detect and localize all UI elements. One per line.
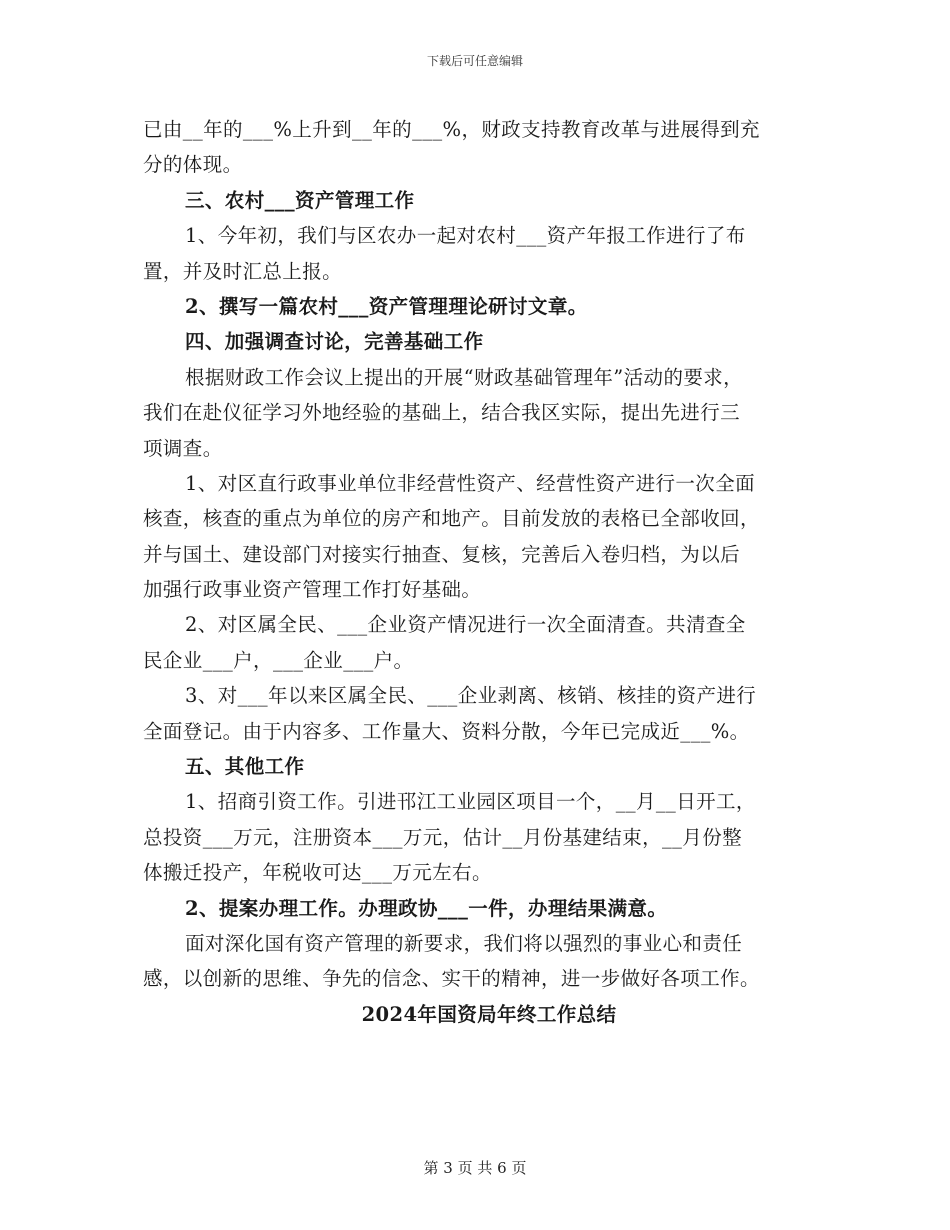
paragraph-line: 置，并及时汇总上报。 xyxy=(143,259,343,283)
section-heading: 2、提案办理工作。办理政协___一件，办理结果满意。 xyxy=(185,896,668,920)
paragraph-line: 总投资___万元，注册资本___万元，估计__月份基建结束，__月份整 xyxy=(143,825,743,849)
section-heading: 三、农村___资产管理工作 xyxy=(185,188,415,212)
paragraph-line: 2、对区属全民、___企业资产情况进行一次全面清查。共清查全 xyxy=(185,613,746,637)
page-footer: 第 3 页 共 6 页 xyxy=(423,1159,527,1177)
paragraph-line: 1、招商引资工作。引进邗江工业园区项目一个，__月__日开工， xyxy=(185,790,756,814)
paragraph-line: 我们在赴仪征学习外地经验的基础上，结合我区实际，提出先进行三 xyxy=(143,401,741,425)
paragraph-line: 体搬迁投产，年税收可达___万元左右。 xyxy=(143,861,492,885)
page-header: 下载后可任意编辑 xyxy=(426,54,523,68)
paragraph-line: 1、对区直行政事业单位非经营性资产、经营性资产进行一次全面 xyxy=(185,471,756,495)
paragraph-line: 面对深化国有资产管理的新要求，我们将以强烈的事业心和责任 xyxy=(185,931,743,955)
section-heading: 五、其他工作 xyxy=(185,755,305,779)
document-title: 2024年国资局年终工作总结 xyxy=(361,1002,617,1026)
paragraph-line: 感，以创新的思维、争先的信念、实干的精神，进一步做好各项工作。 xyxy=(143,967,760,991)
paragraph-line: 核查，核查的重点为单位的房产和地产。目前发放的表格已全部收回， xyxy=(143,507,760,531)
paragraph-line: 1、今年初，我们与区农办一起对农村___资产年报工作进行了布 xyxy=(185,224,746,248)
paragraph-line: 3、对___年以来区属全民、___企业剥离、核销、核挂的资产进行 xyxy=(185,684,757,708)
paragraph-line: 根据财政工作会议上提出的开展“财政基础管理年”活动的要求， xyxy=(185,365,744,389)
paragraph-line: 项调查。 xyxy=(143,436,223,460)
paragraph-line: 并与国土、建设部门对接实行抽查、复核，完善后入卷归档，为以后 xyxy=(143,542,741,566)
section-heading: 四、加强调查讨论，完善基础工作 xyxy=(185,330,484,354)
paragraph-line: 民企业___户，___企业___户。 xyxy=(143,648,414,672)
section-heading: 2、撰写一篇农村___资产管理理论研讨文章。 xyxy=(185,294,588,318)
paragraph-line: 已由__年的___%上升到__年的___%，财政支持教育改革与进展得到充 xyxy=(143,118,760,141)
paragraph-line: 加强行政事业资产管理工作打好基础。 xyxy=(143,578,482,602)
paragraph-line: 分的体现。 xyxy=(143,153,243,177)
document-body xyxy=(143,112,811,1032)
paragraph-line: 全面登记。由于内容多、工作量大、资料分散，今年已完成近___%。 xyxy=(143,719,750,743)
